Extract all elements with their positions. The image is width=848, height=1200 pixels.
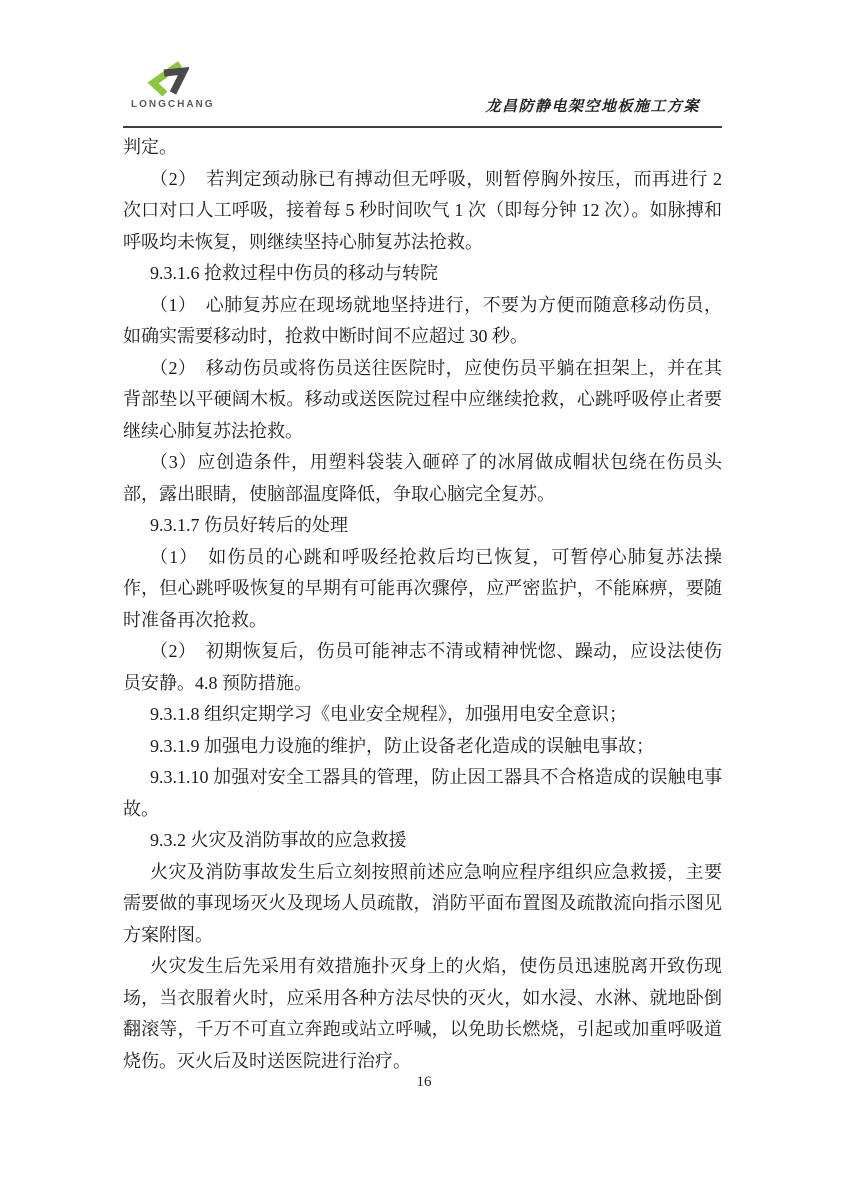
paragraph: 火灾及消防事故发生后立刻按照前述应急响应程序组织应急救援，主要需要做的事现场灭火及现场人员疏散，消防平面布置图及疏散流向指示图见方案附图。 <box>123 861 722 945</box>
logo-dark-angle <box>164 71 184 93</box>
brand-name: LONGCHANG <box>131 99 215 110</box>
paragraph: （3）应创造条件，用塑料袋装入砸碎了的冰屑做成帽状包绕在伤员头部，露出眼睛，使脑部温度降低，争取心脑完全复苏。 <box>123 452 722 504</box>
document-body <box>123 132 722 1077</box>
paragraph: 火灾发生后先采用有效措施扑灭身上的火焰，使伤员迅速脱离开致伤现场，当衣服着火时，应采用各种方法尽快的灭火，如水浸、水淋、就地卧倒翻滚等，千万不可直立奔跑或站立呼喊，以免助长燃烧，引起或加重呼吸道烧伤。灭火后及时送医院进行治疗。 <box>123 956 722 1071</box>
document-title: 龙昌防静电架空地板施工方案 <box>485 99 700 115</box>
paragraph: （2） 移动伤员或将伤员送往医院时，应使伤员平躺在担架上，并在其背部垫以平硬阔木板。移动或送医院过程中应继续抢救，心跳呼吸停止者要继续心肺复苏法抢救。 <box>123 357 722 441</box>
paragraph: 9.3.1.6 抢救过程中伤员的移动与转院 <box>150 263 438 283</box>
paragraph: （2） 初期恢复后，伤员可能神志不清或精神恍惚、躁动，应设法使伤员安静。4.8 预防措施。 <box>123 641 722 693</box>
page-number: 16 <box>416 1074 432 1090</box>
paragraph: 9.3.2 火灾及消防事故的应急救援 <box>150 830 407 850</box>
paragraph: 9.3.1.9 加强电力设施的维护，防止设备老化造成的误触电事故； <box>150 735 654 756</box>
paragraph: 9.3.1.10 加强对安全工器具的管理，防止因工器具不合格造成的误触电事故。 <box>123 767 722 819</box>
page-header <box>123 0 722 128</box>
brand-block <box>123 60 215 126</box>
paragraph: （2） 若判定颈动脉已有搏动但无呼吸，则暂停胸外按压，而再进行 2 次口对口人工呼吸，接着每 5 秒时间吹气 1 次（即每分钟 12 次）。如脉搏和呼吸均未恢复，则继续坚持心肺复苏法抢救。 <box>123 168 722 252</box>
paragraph: 9.3.1.8 组织定期学习《电业安全规程》，加强用电安全意识； <box>150 704 627 724</box>
longchang-logo-icon <box>145 60 189 96</box>
paragraph: 判定。 <box>123 137 177 157</box>
paragraph: （1） 如伤员的心跳和呼吸经抢救后均已恢复，可暂停心肺复苏法操作，但心跳呼吸恢复的早期有可能再次骤停，应严密监护，不能麻痹，要随时准备再次抢救。 <box>123 546 722 630</box>
paragraph: （1） 心肺复苏应在现场就地坚持进行，不要为方便而随意移动伤员，如确实需要移动时，抢救中断时间不应超过 30 秒。 <box>123 294 722 346</box>
paragraph: 9.3.1.7 伤员好转后的处理 <box>150 515 348 535</box>
